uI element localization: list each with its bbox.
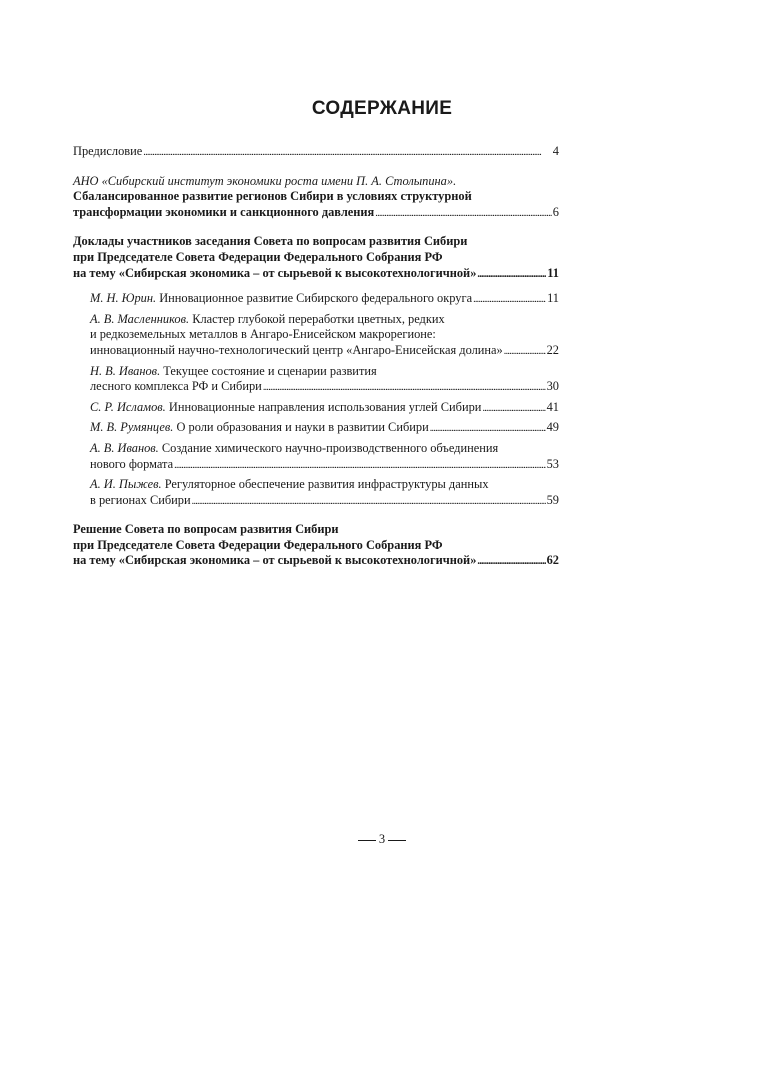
dot-leader <box>482 400 545 417</box>
page-title: СОДЕРЖАНИЕ <box>311 98 453 119</box>
toc-entry-author: М. В. Румянцев. <box>90 420 174 435</box>
toc-entry-author: АНО «Сибирский институт экономики роста имени П. А. Столыпина». <box>73 173 457 188</box>
toc-entry-author: М. Н. Юрин. <box>90 291 157 306</box>
toc-section-decision[interactable] <box>73 522 559 570</box>
toc-page-number: 4 <box>552 144 559 158</box>
dot-leader <box>430 420 546 437</box>
toc-page-number: 22 <box>546 342 559 357</box>
toc-entry-rumyantsev[interactable] <box>73 420 559 437</box>
toc-entry-islamov[interactable] <box>73 400 559 417</box>
dot-leader <box>263 379 546 396</box>
toc-entry-title-line: Регуляторное обеспечение развития инфраструктуры данных <box>164 477 489 492</box>
toc-entry-title-line: трансформации экономики и санкционного давления <box>73 204 375 219</box>
toc-page-number: 11 <box>547 265 559 280</box>
toc-entry-author: С. Р. Исламов. <box>90 399 166 414</box>
folio-number: 3 <box>378 832 386 846</box>
dot-leader <box>477 266 546 283</box>
toc-entry-title-line: нового формата <box>90 456 174 471</box>
toc-section-title-line: Доклады участников заседания Совета по вопросам развития Сибири <box>73 234 468 249</box>
toc-entry-title-line: лесного комплекса РФ и Сибири <box>90 379 262 394</box>
toc-entry-title-line: Кластер глубокой переработки цветных, редких <box>192 311 445 326</box>
toc-entry-title-line: Сбалансированное развитие регионов Сибири в условиях структурной <box>73 189 472 204</box>
toc-section-title-line: Решение Совета по вопросам развития Сибири <box>73 522 339 537</box>
toc-page-number: 49 <box>546 420 559 435</box>
toc-page-number: 6 <box>552 204 559 219</box>
toc-section-title-line: на тему «Сибирская экономика – от сырьевой к высокотехнологичной» <box>73 265 477 280</box>
table-of-contents <box>73 144 559 570</box>
toc-entry-institute-report[interactable] <box>73 174 559 222</box>
toc-section-title-line: на тему «Сибирская экономика – от сырьевой к высокотехнологичной» <box>73 553 477 568</box>
toc-entry-title-line: Инновационное развитие Сибирского федерального округа <box>159 291 473 306</box>
toc-entry-pyzhev[interactable] <box>73 477 559 509</box>
toc-page-number: 53 <box>546 456 559 471</box>
page-number-footer <box>0 832 764 847</box>
dot-leader <box>174 457 546 474</box>
toc-entry-title-line: инновационный научно-технологический центр «Ангаро-Енисейская долина» <box>90 342 503 357</box>
dot-leader <box>375 205 552 222</box>
toc-page-number: 59 <box>546 492 559 507</box>
toc-page-number: 30 <box>546 379 559 394</box>
toc-entry-title-line: О роли образования и науки в развитии Сибири <box>176 420 429 435</box>
toc-entry-author: А. И. Пыжев. <box>90 477 162 492</box>
dot-leader <box>504 343 546 360</box>
toc-page-number: 11 <box>547 291 559 306</box>
toc-entry-n-ivanov[interactable] <box>73 364 559 396</box>
toc-page-number: 41 <box>546 399 559 414</box>
toc-section-reports[interactable] <box>73 234 559 282</box>
toc-entry-title: Предисловие <box>73 144 143 158</box>
toc-entry-preface[interactable] <box>73 144 559 161</box>
dot-leader <box>473 291 546 308</box>
dot-leader <box>143 144 552 161</box>
dot-leader <box>477 553 545 570</box>
toc-entry-author: Н. В. Иванов. <box>90 363 161 378</box>
toc-entry-title-line: в регионах Сибири <box>90 492 191 507</box>
toc-entry-a-ivanov[interactable] <box>73 441 559 473</box>
toc-entry-maslennikov[interactable] <box>73 312 559 360</box>
toc-entry-title-line: Инновационные направления использования углей Сибири <box>168 399 482 414</box>
toc-page-number: 62 <box>546 553 559 568</box>
toc-entry-title-line: Создание химического научно-производственного объединения <box>161 440 499 455</box>
toc-section-title-line: при Председателе Совета Федерации Федерального Собрания РФ <box>73 537 443 552</box>
toc-entry-title-line: и редкоземельных металлов в Ангаро-Енисейском макрорегионе: <box>90 327 436 342</box>
folio-dash-right <box>388 840 406 841</box>
toc-entry-author: А. В. Масленников. <box>90 311 190 326</box>
toc-entry-author: А. В. Иванов. <box>90 440 159 455</box>
folio-dash-left <box>358 840 376 841</box>
toc-entry-title-line: Текущее состояние и сценарии развития <box>163 363 377 378</box>
toc-entry-yurin[interactable] <box>73 291 559 308</box>
toc-section-title-line: при Председателе Совета Федерации Федерального Собрания РФ <box>73 249 443 264</box>
dot-leader <box>192 493 546 510</box>
